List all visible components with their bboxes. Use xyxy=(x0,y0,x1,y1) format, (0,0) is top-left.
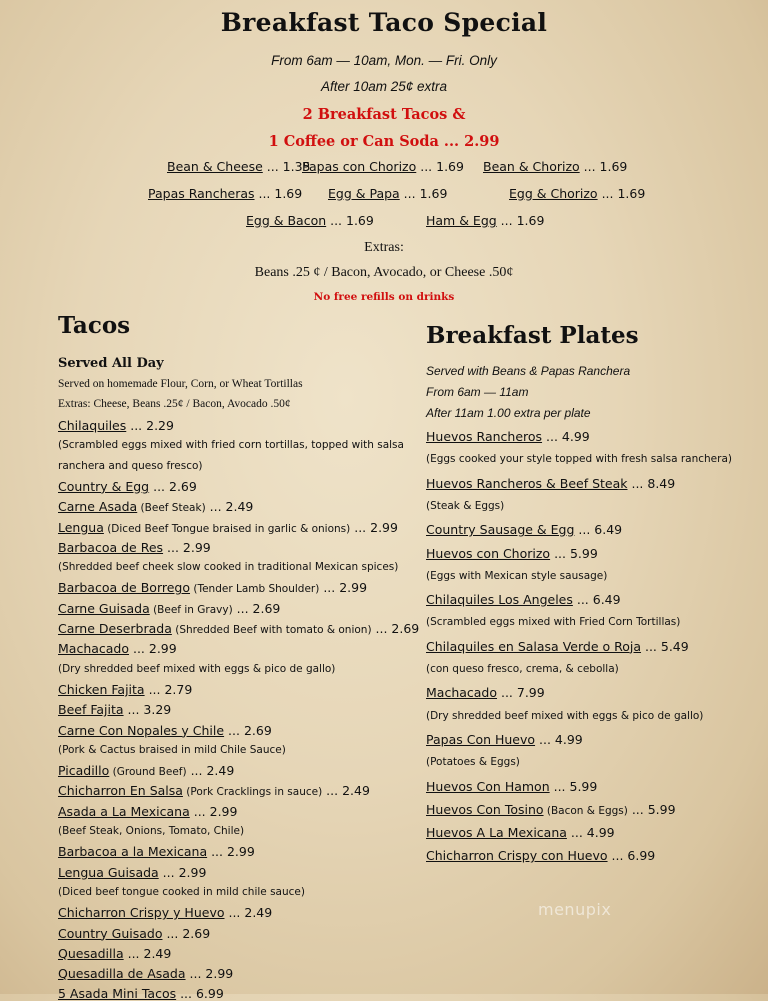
menu-item-name: Asada a La Mexicana xyxy=(58,803,190,819)
menu-item-name: Huevos con Chorizo xyxy=(426,545,551,561)
plates-extra-note: After 11am 1.00 extra per plate xyxy=(426,406,591,420)
menu-item xyxy=(58,966,233,981)
menu-item-price: ... 2.69 xyxy=(224,722,272,738)
menu-item xyxy=(426,639,689,654)
item-description: (con queso fresco, crema, & cebolla) xyxy=(426,663,619,675)
combo-item: Egg & Bacon ... 1.69 xyxy=(246,213,374,228)
menu-item xyxy=(58,946,171,961)
combo-item: Egg & Papa ... 1.69 xyxy=(328,186,448,201)
item-description: (Scrambled eggs mixed with fried corn tortillas, topped with salsa xyxy=(58,439,404,452)
menu-item-name: Chicharron En Salsa xyxy=(58,783,183,799)
menu-item xyxy=(58,418,174,433)
menu-item-name: Machacado xyxy=(426,685,498,701)
menu-item xyxy=(426,685,545,700)
menu-item xyxy=(426,825,615,840)
menu-item-name: Chicken Fajita xyxy=(58,681,145,697)
menu-item-detail: (Diced Beef Tongue braised in garlic & onions) xyxy=(103,522,351,535)
menu-item-name: Lengua xyxy=(58,519,104,535)
menu-item-name: Machacado xyxy=(58,641,130,657)
menu-item xyxy=(58,601,280,616)
menu-item-price: ... 4.99 xyxy=(542,429,590,444)
menu-item-detail: (Beef Steak) xyxy=(137,502,206,515)
menu-item-price: ... 2.49 xyxy=(224,905,273,921)
menu-item-name: Carne Asada xyxy=(58,499,138,515)
menu-item xyxy=(58,844,255,859)
menu-item xyxy=(58,723,272,738)
menu-item-price: ... 2.69 xyxy=(371,621,420,636)
menu-item xyxy=(58,682,192,697)
menu-item-price: ... 2.69 xyxy=(232,600,281,616)
plates-hours-note: From 6am — 11am xyxy=(426,385,529,399)
menu-item-name: Country Sausage & Egg xyxy=(426,522,575,538)
menu-item xyxy=(58,641,177,656)
menu-item-name: Carne Guisada xyxy=(58,600,150,616)
combo-item: Egg & Chorizo ... 1.69 xyxy=(509,186,646,201)
menu-item-price: ... 2.99 xyxy=(158,864,207,880)
menu-item xyxy=(58,621,419,636)
menu-item-name: Barbacoa de Borrego xyxy=(58,580,191,596)
menu-item xyxy=(58,520,398,535)
menu-item-name: Country Guisado xyxy=(58,925,163,941)
menu-item xyxy=(426,848,655,863)
menu-item-name: Country & Egg xyxy=(58,478,150,494)
menu-item-name: Picadillo xyxy=(58,763,110,779)
menu-item xyxy=(58,702,171,717)
menu-item-name: Chilaquiles Los Angeles xyxy=(426,592,573,608)
menu-item-price: ... 2.49 xyxy=(322,783,370,799)
menu-item-name: Carne Deserbrada xyxy=(58,621,172,636)
menu-item xyxy=(426,802,676,817)
page-title: Breakfast Taco Special xyxy=(220,8,548,37)
plates-title: Breakfast Plates xyxy=(426,322,639,349)
menu-item-name: Papas Con Huevo xyxy=(426,731,536,747)
menu-item xyxy=(58,905,272,920)
menu-item-price: ... 2.79 xyxy=(144,681,193,697)
menu-item xyxy=(426,732,583,747)
menu-item-price: ... 5.99 xyxy=(549,778,598,794)
menu-item-name: Beef Fajita xyxy=(58,702,124,718)
special-hours: From 6am — 10am, Mon. — Fri. Only xyxy=(271,53,497,68)
menu-item-price: ... 7.99 xyxy=(497,685,545,701)
menu-item xyxy=(58,865,206,880)
menu-item-price: ... 2.69 xyxy=(162,925,211,941)
item-description: (Dry shredded beef mixed with eggs & pico de gallo) xyxy=(58,662,336,675)
menu-item-price: ... 6.49 xyxy=(574,522,623,538)
menu-item-detail: (Beef in Gravy) xyxy=(149,603,233,616)
item-description: (Eggs cooked your style topped with fresh salsa ranchera) xyxy=(426,453,732,466)
extras-label: Extras: xyxy=(364,240,404,255)
menu-item-price: ... 2.99 xyxy=(319,580,368,596)
promo-line-1: 2 Breakfast Tacos & xyxy=(302,106,466,123)
menu-item-name: Huevos Con Hamon xyxy=(426,778,550,794)
menu-item-price: ... 2.49 xyxy=(186,763,235,779)
combo-item: Papas con Chorizo ... 1.69 xyxy=(302,159,464,174)
menu-item-price: ... 2.99 xyxy=(129,641,177,657)
menu-item-price: ... 5.49 xyxy=(641,638,689,654)
no-refill-note: No free refills on drinks xyxy=(313,291,455,303)
menu-item xyxy=(58,763,234,778)
item-description: ranchera and queso fresco) xyxy=(58,459,203,472)
promo-line-2: 1 Coffee or Can Soda ... 2.99 xyxy=(268,133,500,150)
menu-item xyxy=(58,479,197,494)
menu-item-name: Chicharron Crispy y Huevo xyxy=(58,905,225,921)
menu-item-price: ... 2.49 xyxy=(205,499,254,515)
menu-item xyxy=(58,580,367,595)
menu-item-name: Huevos A La Mexicana xyxy=(426,825,567,841)
menu-item-name: Carne Con Nopales y Chile xyxy=(58,722,225,738)
item-description: (Steak & Eggs) xyxy=(426,499,505,512)
menu-item-price: ... 2.99 xyxy=(163,539,211,555)
menu-item-price: ... 2.49 xyxy=(123,945,172,961)
menu-item-name: Quesadilla de Asada xyxy=(58,966,186,982)
menu-item-price: ... 6.49 xyxy=(572,592,621,608)
menu-item xyxy=(426,546,598,561)
menu-item xyxy=(426,476,675,491)
extras-text: Beans .25 ¢ / Bacon, Avocado, or Cheese .50¢ xyxy=(254,265,514,280)
item-description: (Beef Steak, Onions, Tomato, Chile) xyxy=(58,825,245,837)
menu-item-price: ... 5.99 xyxy=(550,545,598,561)
menu-item-detail: (Ground Beef) xyxy=(109,766,187,779)
combo-item: Papas Rancheras ... 1.69 xyxy=(148,186,303,201)
menu-item-price: ... 2.99 xyxy=(207,844,255,860)
menu-item-detail: (Tender Lamb Shoulder) xyxy=(190,583,320,596)
menu-item-price: ... 4.99 xyxy=(535,731,583,747)
menu-item-name: Lengua Guisada xyxy=(58,864,159,880)
combo-item: Bean & Chorizo ... 1.69 xyxy=(483,159,628,174)
menu-item-detail: (Shredded Beef with tomato & onion) xyxy=(171,624,372,636)
menu-item-name: Huevos Rancheros & Beef Steak xyxy=(426,475,628,491)
tacos-subtitle: Served All Day xyxy=(58,356,164,371)
tacos-tortilla-note: Served on homemade Flour, Corn, or Wheat Tortillas xyxy=(58,378,303,390)
menu-item-name: Quesadilla xyxy=(58,945,124,961)
menu-item xyxy=(426,429,590,444)
menu-item-detail: (Bacon & Eggs) xyxy=(543,804,628,817)
menu-item-name: Barbacoa a la Mexicana xyxy=(58,844,208,860)
menu-item-name: Barbacoa de Res xyxy=(58,539,164,555)
menu-item xyxy=(426,522,622,537)
menu-item-price: ... 6.99 xyxy=(607,848,656,864)
menu-item-price: ... 5.99 xyxy=(627,801,676,817)
menu-item xyxy=(58,804,237,819)
tacos-title: Tacos xyxy=(58,312,131,339)
menu-item xyxy=(58,926,210,941)
menu-item xyxy=(58,540,211,555)
menu-item-price: ... 3.29 xyxy=(123,702,172,718)
item-description: (Eggs with Mexican style sausage) xyxy=(426,569,608,582)
menu-item-name: 5 Asada Mini Tacos xyxy=(58,986,177,1001)
menu-item-price: ... 2.99 xyxy=(350,519,398,535)
menu-item xyxy=(426,779,597,794)
menu-item-name: Chilaquiles xyxy=(58,418,127,433)
menu-item-price: ... 2.69 xyxy=(149,478,197,494)
menu-item-price: ... 2.29 xyxy=(126,418,174,433)
menu-item xyxy=(58,499,253,514)
menu-item-price: ... 2.99 xyxy=(185,966,234,982)
item-description: (Dry shredded beef mixed with eggs & pico de gallo) xyxy=(426,709,704,722)
menu-item-price: ... 4.99 xyxy=(566,825,615,841)
menu-item-name: Huevos Con Tosino xyxy=(426,801,544,817)
menu-item xyxy=(58,783,370,798)
combo-item: Ham & Egg ... 1.69 xyxy=(426,213,545,228)
menu-item-detail: (Pork Cracklings in sauce) xyxy=(182,786,323,799)
item-description: (Pork & Cactus braised in mild Chile Sauce) xyxy=(58,743,286,756)
item-description: (Diced beef tongue cooked in mild chile sauce) xyxy=(58,885,305,898)
combo-item: Bean & Cheese ... 1.35 xyxy=(167,159,311,174)
item-description: (Scrambled eggs mixed with Fried Corn Tortillas) xyxy=(426,616,681,629)
watermark-logo: menupix xyxy=(538,900,612,919)
item-description: (Potatoes & Eggs) xyxy=(426,756,520,769)
special-after-note: After 10am 25¢ extra xyxy=(320,79,448,94)
plates-served-note: Served with Beans & Papas Ranchera xyxy=(426,364,631,378)
menu-item-price: ... 6.99 xyxy=(176,986,224,1001)
menu-item-price: ... 8.49 xyxy=(627,475,676,491)
menu-item-name: Chicharron Crispy con Huevo xyxy=(426,848,608,864)
item-description: (Shredded beef cheek slow cooked in traditional Mexican spices) xyxy=(58,561,399,574)
menu-item-price: ... 2.99 xyxy=(189,803,238,819)
menu-item-name: Chilaquiles en Salasa Verde o Roja xyxy=(426,638,642,654)
menu-item xyxy=(426,592,621,607)
tacos-extras-note: Extras: Cheese, Beans .25¢ / Bacon, Avocado .50¢ xyxy=(58,398,291,410)
menu-item-name: Huevos Rancheros xyxy=(426,429,543,444)
